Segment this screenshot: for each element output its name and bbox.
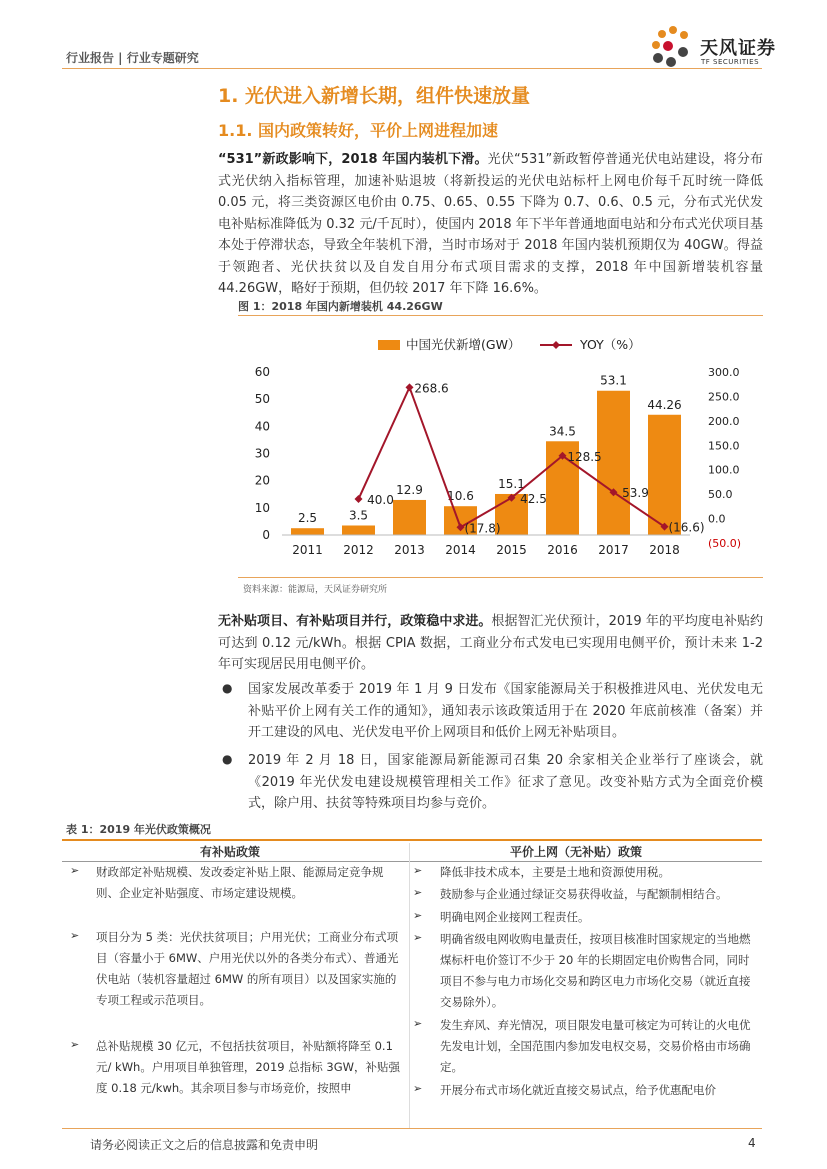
table-cell: 明确省级电网收购电量责任，按项目核准时国家规定的当地燃煤标杆电价签订不少于 20 年的长期固定电价购售合同，同时项目不参与电力市场化交易和跨区电力市场化交易（就近直接交易除外）。 — [440, 932, 751, 1009]
footer-disclaimer: 请务必阅读正文之后的信息披露和免责申明 — [90, 1138, 319, 1152]
x-tick-label: 2012 — [343, 543, 374, 557]
right-tick-label: 0.0 — [708, 512, 726, 526]
table-cell: 降低非技术成本，主要是土地和资源使用税。 — [440, 865, 670, 879]
legend-line-marker — [552, 341, 560, 349]
left-tick-label: 40 — [254, 419, 270, 434]
x-tick-label: 2017 — [598, 543, 629, 557]
right-tick-label: 100.0 — [708, 463, 740, 477]
legend-bar-label: 中国光伏新增(GW） — [406, 337, 521, 352]
subsection-title: 1.1. 国内政策转好，平价上网进程加速 — [218, 121, 498, 140]
intro-paragraph — [218, 149, 763, 300]
table-top-rule — [62, 839, 762, 841]
x-tick-label: 2013 — [394, 543, 425, 557]
chart-bars — [291, 374, 682, 535]
table-column-divider — [409, 843, 410, 1128]
bar — [342, 525, 375, 535]
table-cell: 项目分为 5 类：光伏扶贫项目；户用光伏；工商业分布式项目（容量小于 6MW、户用光伏以外的各类分布式）、普通光伏电站（装机容量超过 6MW 的所有项目）以及国家实施的专项工程或示范项目。 — [96, 930, 399, 1007]
legend-bar-swatch — [378, 340, 400, 350]
figure-source: 资料来源：能源局，天风证券研究所 — [243, 585, 388, 595]
arrow-icon: ➢ — [413, 909, 423, 922]
yoy-label: 53.9 — [622, 486, 649, 501]
bar-label: 53.1 — [600, 373, 627, 388]
logo-english: TF SECURITIES — [701, 58, 760, 66]
bar-label: 3.5 — [348, 508, 369, 523]
yoy-label: 42.5 — [520, 491, 547, 506]
policy-paragraph — [218, 611, 763, 676]
arrow-icon: ➢ — [413, 864, 423, 877]
report-category: 行业报告 | 行业专题研究 — [66, 51, 199, 65]
x-tick-label: 2015 — [496, 543, 527, 557]
left-tick-label: 0 — [262, 528, 270, 542]
x-tick-label: 2018 — [649, 543, 680, 557]
bar-label: 2.5 — [297, 511, 318, 526]
table-cell: 财政部定补贴规模、发改委定补贴上限、能源局定竞争规则、企业定补贴强度、市场定建设规模。 — [96, 865, 384, 900]
section-title: 1. 光伏进入新增长期，组件快速放量 — [218, 85, 531, 107]
table-cell: 总补贴规模 30 亿元，不包括扶贫项目，补贴额将降至 0.1 元/ kWh。户用项目单独管理，2019 总指标 3GW，补贴强度 0.18 元/kwh。其余项目参与市场竞价，按照申 — [96, 1039, 401, 1095]
bar — [597, 391, 630, 535]
bullet-item: 国家发展改革委于 2019 年 1 月 9 日发布《国家能源局关于积极推进风电、光伏发电无补贴平价上网有关工作的通知》，通知表示该政策适用于在 2020 年底前核准（备案）并开工建设的风电、光伏发电平价上网项目和低价上网无补贴项目。 — [248, 682, 763, 740]
table-cell: 明确电网企业接网工程责任。 — [440, 910, 590, 924]
bullet-item: 2019 年 2 月 18 日，国家能源局新能源司召集 20 余家相关企业举行了座谈会，就《2019 年光伏发电建设规模管理相关工作》征求了意见。改变补贴方式为全面竞价模式，除户用、扶贫等特殊项目均参与竞价。 — [248, 753, 763, 811]
x-tick-label: 2014 — [445, 543, 476, 557]
yoy-label: 128.5 — [567, 449, 602, 464]
right-tick-label: 250.0 — [708, 390, 740, 404]
tf-logo-icon — [648, 22, 698, 72]
figure-divider-top — [238, 315, 763, 316]
page-number: 4 — [748, 1136, 756, 1150]
table-cell: 开展分布式市场化就近直接交易试点，给予优惠配电价 — [440, 1083, 716, 1097]
x-tick-label: 2016 — [547, 543, 578, 557]
left-tick-label: 50 — [254, 392, 270, 407]
policy-lead: 无补贴项目、有补贴项目并行，政策稳中求进。 — [218, 614, 492, 629]
yoy-label: (16.6) — [668, 520, 705, 535]
bar-label: 44.26 — [647, 397, 682, 412]
yoy-label: 40.0 — [367, 493, 394, 508]
bar-label: 10.6 — [447, 489, 474, 504]
right-tick-label: 150.0 — [708, 439, 740, 453]
bar — [393, 500, 426, 535]
right-tick-label: 50.0 — [708, 488, 733, 502]
chart-legend — [378, 337, 641, 352]
right-tick-label: 200.0 — [708, 414, 740, 428]
yoy-point — [355, 495, 363, 503]
x-tick-label: 2011 — [292, 543, 323, 557]
bar-label: 15.1 — [498, 476, 525, 491]
figure-divider-bottom — [238, 577, 763, 578]
left-tick-label: 20 — [254, 473, 270, 488]
left-tick-label: 60 — [254, 365, 270, 379]
legend-line-label: YOY（%） — [580, 337, 641, 352]
arrow-icon: ➢ — [413, 1017, 423, 1030]
bar-label: 34.5 — [549, 424, 576, 439]
intro-lead: “531”新政影响下，2018 年国内装机下滑。 — [218, 152, 488, 167]
installation-chart — [238, 318, 763, 576]
arrow-icon: ➢ — [70, 929, 80, 942]
table-header-subsidy: 有补贴政策 — [200, 845, 261, 859]
logo-name: 天风证券 — [700, 38, 776, 59]
arrow-icon: ➢ — [413, 931, 423, 944]
right-tick-label: (50.0) — [708, 537, 742, 550]
table-cell: 鼓励参与企业通过绿证交易获得收益，与配额制相结合。 — [440, 887, 728, 901]
bar-label: 12.9 — [396, 482, 423, 497]
table-header-parity: 平价上网（无补贴）政策 — [510, 845, 643, 859]
footer-divider — [62, 1128, 762, 1129]
bullet-icon: ● — [222, 681, 233, 695]
figure-title: 图 1：2018 年国内新增装机 44.26GW — [238, 300, 443, 313]
intro-body: 光伏“531”新政暂停普通光伏电站建设，将分布式光伏纳入指标管理，加速补贴退坡（将新投运的光伏电站标杆上网电价每千瓦时统一降低 0.05 元，将三类资源区电价由 0.75、0.65、0.55 下降为 0.7、0.6、0.5 元，分布式光伏发电补贴标准降低为 0.32 元/千瓦时），使国内 2018 年下半年普通地面电站和分布式光伏项目基本处于停滞状态，导致全年装机下滑，当时市场对于 2018 年国内装机预期仅为 40GW。得益于领跑者、光伏扶贫以及自发自用分布式项目需求的支撑，2018 年中国新增装机容量 44.26GW，略好于预期，但仍较 2017 年下降 16.6%。 — [218, 152, 763, 296]
left-tick-label: 10 — [254, 500, 270, 515]
arrow-icon: ➢ — [413, 1082, 423, 1095]
bullet-icon: ● — [222, 752, 233, 766]
table-cell: 发生弃风、弃光情况，项目限发电量可核定为可转让的火电优先发电计划，全国范围内参加发电权交易，交易价格由市场确定。 — [440, 1018, 751, 1074]
arrow-icon: ➢ — [413, 886, 423, 899]
right-tick-label: 300.0 — [708, 366, 740, 379]
table-title: 表 1：2019 年光伏政策概况 — [66, 823, 211, 836]
arrow-icon: ➢ — [70, 1038, 80, 1051]
bar — [291, 528, 324, 535]
bar — [648, 415, 681, 535]
yoy-label: 268.6 — [414, 381, 449, 396]
left-tick-label: 30 — [254, 446, 270, 461]
policy-body: 根据智汇光伏预计，2019 年的平均度电补贴约可达到 0.12 元/kWh。根据 CPIA 数据，工商业分布式发电已实现用电侧平价，预计未来 1-2 年可实现居民用电侧平价。 — [218, 614, 763, 672]
yoy-point — [406, 383, 414, 391]
yoy-label: (17.8) — [464, 521, 501, 536]
arrow-icon: ➢ — [70, 864, 80, 877]
